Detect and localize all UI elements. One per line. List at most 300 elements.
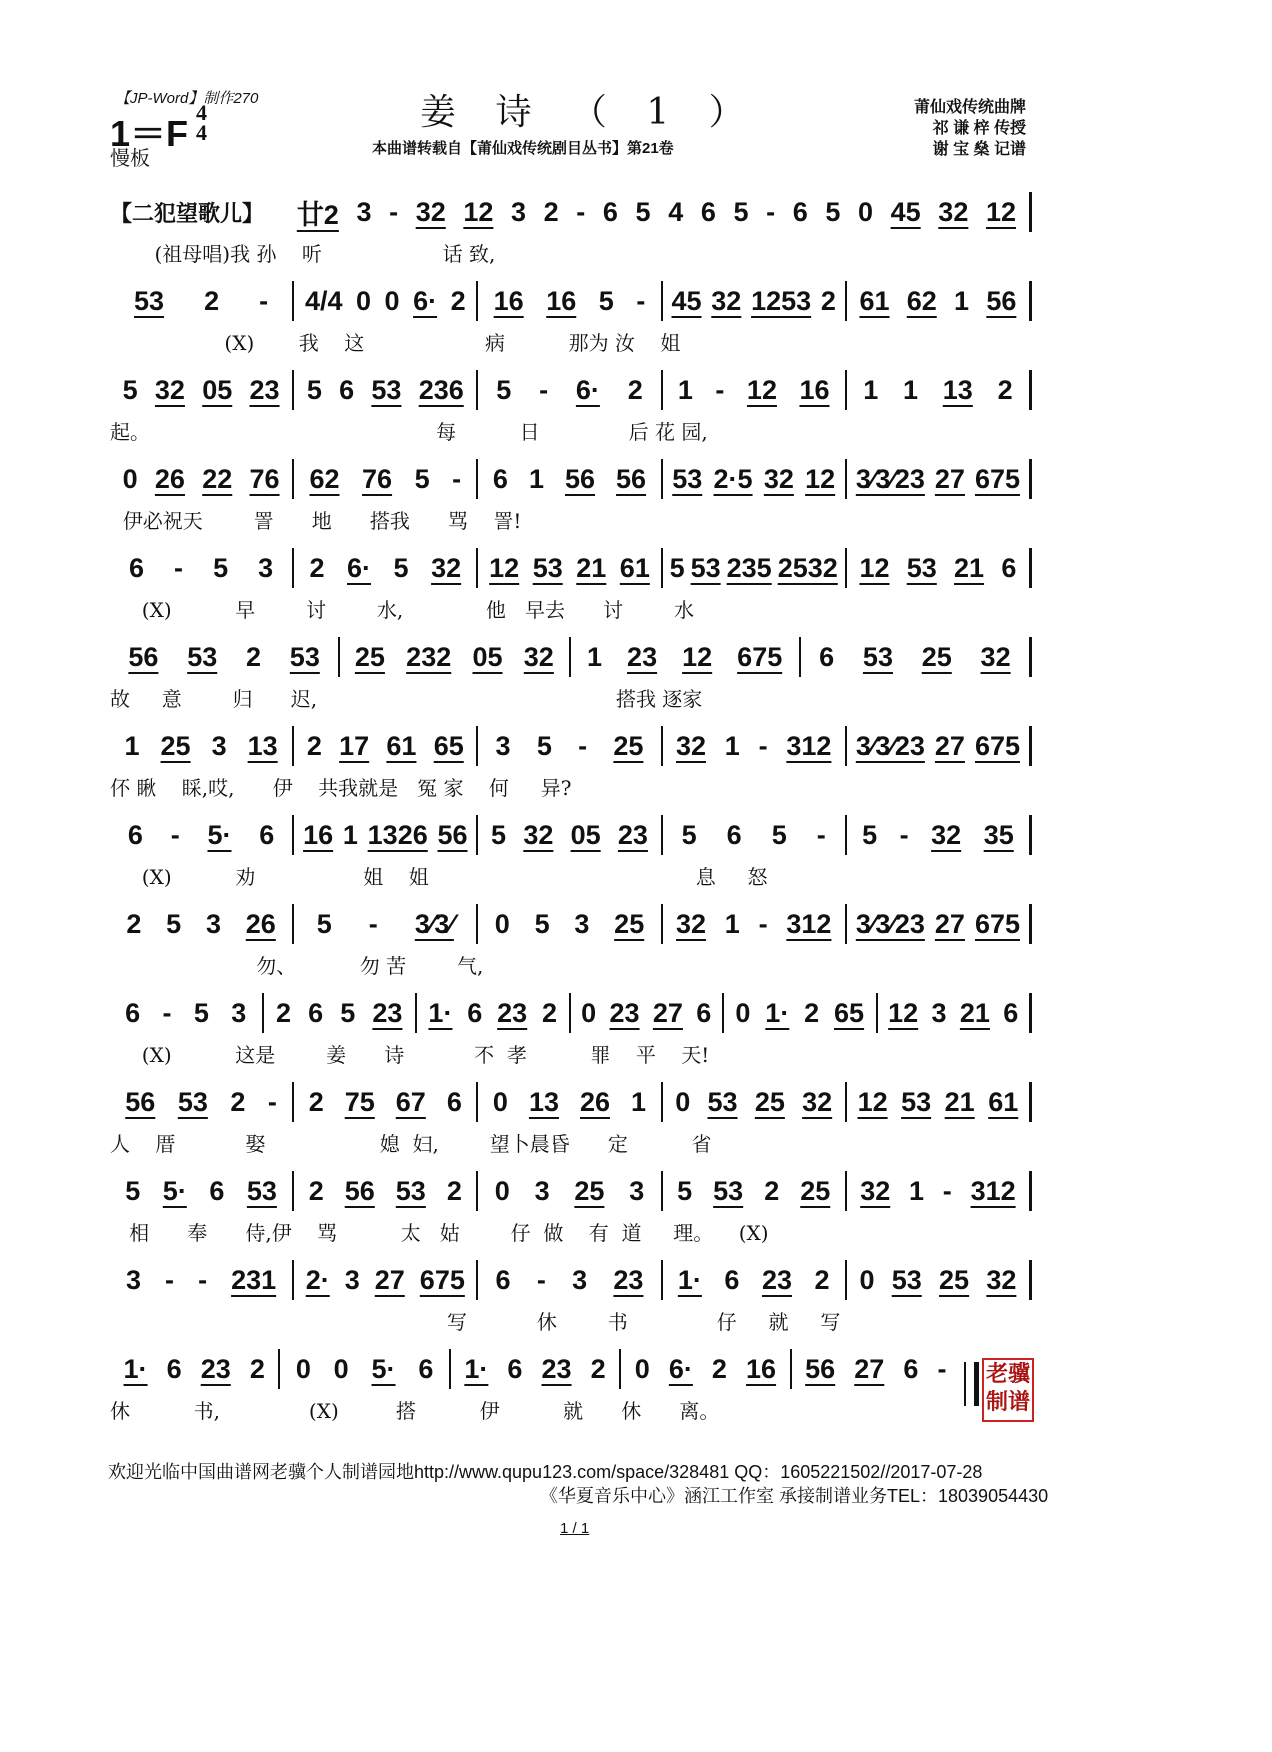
measure (110, 993, 264, 1033)
measure (110, 459, 294, 499)
note-group: 26 (154, 463, 185, 494)
notes-line (110, 813, 1032, 857)
note-group: 27 (934, 908, 965, 939)
note-group: 2·5 (713, 463, 753, 494)
note-group: 5 (414, 463, 430, 494)
measure (571, 993, 725, 1033)
note-group: 32 (523, 641, 554, 672)
note-group: 53 (134, 285, 165, 316)
note-group: 1 (587, 641, 603, 672)
note-group: 6 (1003, 997, 1019, 1028)
note-group: 32 (431, 552, 462, 583)
measure (110, 1082, 294, 1122)
measure (110, 904, 294, 944)
note-group: 21 (944, 1086, 975, 1117)
lyrics-line: (X) 劝 姐 姐 息 怒 (110, 865, 768, 889)
note-group: 23 (541, 1353, 572, 1384)
note-group: 56 (437, 819, 468, 850)
measure (724, 993, 878, 1033)
note-group: 0 (122, 463, 138, 494)
notes-line (110, 724, 1032, 768)
note-group: 25 (354, 641, 385, 672)
note-group: 235 (726, 552, 772, 583)
score-row (110, 1080, 1032, 1169)
note-group: 3⁄3⁄ (414, 908, 454, 939)
note-group: 27 (934, 730, 965, 761)
note-group: 3 (356, 196, 372, 227)
note-group: 6 (507, 1353, 523, 1384)
note-group: 5 (393, 552, 409, 583)
measure (294, 281, 478, 321)
note-group: 6· (575, 374, 600, 405)
note-group: 61 (619, 552, 650, 583)
note-group: 3 (495, 730, 511, 761)
note-group: 2· (305, 1264, 330, 1295)
score-row (110, 1169, 1032, 1258)
note-group: 2 (249, 1353, 265, 1384)
note-group: 6 (209, 1175, 225, 1206)
note-group: - (536, 1264, 546, 1295)
note-group: 3⁄3⁄23 (855, 463, 925, 494)
note-group: 5 (534, 908, 550, 939)
lyrics-line: (X) 我 这 病 那为 汝 姐 (110, 331, 681, 355)
measure (663, 904, 847, 944)
note-group: 2 (306, 730, 322, 761)
note-group: 1· (464, 1353, 489, 1384)
lyrics-line: 起。 每 日 后 花 园, (110, 420, 708, 444)
note-group: 1 (863, 374, 879, 405)
note-group: 23 (497, 997, 528, 1028)
note-group: 1 (124, 730, 140, 761)
note-group: 2 (804, 997, 820, 1028)
lyrics-line: (X) 早 讨 水, 他 早去 讨 水 (110, 598, 695, 622)
page-title: 姜 诗 （ 1 ） (420, 92, 759, 133)
note-group: 17 (339, 730, 370, 761)
note-group: 53 (862, 641, 893, 672)
measure (110, 1260, 294, 1300)
note-group: 53 (371, 374, 402, 405)
final-barline (964, 1362, 979, 1406)
measure (663, 1082, 847, 1122)
lyrics-line: 人 厝 娶 媳 妇, 望卜晨昏 定 省 (110, 1132, 712, 1156)
score-row (110, 279, 1032, 368)
note-group: 5 (125, 1175, 141, 1206)
note-group: 21 (576, 552, 607, 583)
note-group: 35 (983, 819, 1014, 850)
measure (294, 1260, 478, 1300)
note-group: 62 (309, 463, 340, 494)
note-group: 675 (419, 1264, 465, 1295)
measure (110, 815, 294, 855)
measure (663, 459, 847, 499)
note-group: - (165, 1264, 175, 1295)
note-group: 5· (371, 1353, 396, 1384)
note-group: 26 (579, 1086, 611, 1117)
note-group: 53 (690, 552, 721, 583)
lyrics-line: 相 奉 侍,伊 骂 太 姑 仔 做 有 道 理。 (X) (110, 1221, 769, 1245)
note-group: 3 (572, 1264, 588, 1295)
note-group: - (715, 374, 725, 405)
lyrics-line: 写 休 书 仔 就 写 (110, 1310, 841, 1334)
note-group: 25 (800, 1175, 831, 1206)
notes-line (110, 190, 1032, 234)
note-group: 67 (395, 1086, 426, 1117)
note-group: 5· (162, 1175, 187, 1206)
note-group: 5 (669, 552, 685, 583)
notes-line (110, 1169, 1032, 1213)
note-group: 3 (534, 1175, 550, 1206)
note-group: 0 (735, 997, 751, 1028)
attribution-line: 祁 谦 梓 传授 (932, 120, 1026, 137)
note-group: 2 (246, 641, 262, 672)
note-group: 1 (631, 1086, 647, 1117)
note-group: - (578, 730, 588, 761)
note-group: 61 (859, 285, 890, 316)
note-group: 56 (128, 641, 159, 672)
note-group: 32 (675, 908, 707, 939)
note-group: 5 (635, 196, 651, 227)
measure (478, 726, 662, 766)
note-group: 0 (859, 1264, 875, 1295)
note-group: 56 (616, 463, 647, 494)
note-group: 13 (528, 1086, 559, 1117)
note-group: - (758, 730, 768, 761)
measure (294, 726, 478, 766)
note-group: 0 (356, 285, 372, 316)
note-group: 2 (543, 196, 559, 227)
note-group: 5 (496, 374, 512, 405)
note-group: 4/4 (304, 285, 343, 316)
note-group: 16 (493, 285, 524, 316)
note-group: 3 (931, 997, 947, 1028)
note-group: 53 (891, 1264, 922, 1295)
measure (478, 815, 662, 855)
measure (110, 548, 294, 588)
note-group: 6 (819, 641, 835, 672)
note-group: - (937, 1353, 947, 1384)
measure (294, 1082, 478, 1122)
measure (663, 1171, 847, 1211)
measure (417, 993, 571, 1033)
note-group: 45 (671, 285, 702, 316)
measure (280, 1349, 450, 1389)
note-group: 23 (609, 997, 640, 1028)
note-group: 53 (289, 641, 320, 672)
time-signature (196, 100, 207, 145)
note-group: 25 (754, 1086, 785, 1117)
note-group: - (816, 819, 826, 850)
tempo-marking: 慢板 (110, 148, 150, 170)
note-group: 5 (536, 730, 552, 761)
note-group: 675 (974, 908, 1021, 939)
note-group: 12 (859, 552, 890, 583)
note-group: - (766, 196, 776, 227)
note-group: 5 (681, 819, 697, 850)
score (110, 190, 1032, 1436)
note-group: 45 (890, 196, 921, 227)
note-group: 3⁄3⁄23 (855, 908, 925, 939)
score-row (110, 457, 1032, 546)
note-group: 5 (733, 196, 749, 227)
measure (801, 637, 1032, 677)
measure (478, 548, 662, 588)
note-group: 5· (207, 819, 232, 850)
measure (847, 370, 1032, 410)
note-group: 2532 (777, 552, 838, 583)
note-group: 27 (854, 1353, 885, 1384)
note-group: 675 (974, 730, 1021, 761)
note-group: 2 (711, 1353, 727, 1384)
note-group: 6 (125, 997, 141, 1028)
note-group: 13 (247, 730, 278, 761)
note-group: 32 (938, 196, 969, 227)
note-group: 3 (629, 1175, 645, 1206)
note-group: 0 (634, 1353, 650, 1384)
note-group: 2 (450, 285, 466, 316)
notes-line (110, 991, 1032, 1035)
note-group: 53 (177, 1086, 208, 1117)
measure (478, 1082, 662, 1122)
note-group: 12 (682, 641, 713, 672)
note-group: 22 (202, 463, 233, 494)
note-group: 6 (259, 819, 275, 850)
note-group: 23 (627, 641, 658, 672)
notes-line (110, 368, 1032, 412)
measure (294, 1171, 478, 1211)
measure (294, 370, 478, 410)
measure (478, 1260, 662, 1300)
note-group: 53 (187, 641, 218, 672)
note-group: 23 (372, 997, 403, 1028)
note-group: 1· (428, 997, 453, 1028)
note-group: 23 (617, 819, 648, 850)
note-group: 25 (939, 1264, 970, 1295)
note-group: 61 (988, 1086, 1019, 1117)
note-group: 0 (675, 1086, 691, 1117)
note-group: 1 (909, 1175, 925, 1206)
notes-line (110, 1080, 1032, 1124)
note-group: 16 (799, 374, 830, 405)
note-group: 5 (340, 997, 356, 1028)
note-group: 56 (805, 1353, 836, 1384)
note-group: 53 (246, 1175, 277, 1206)
section-label: 【二犯望歌儿】 (110, 200, 265, 226)
note-group: 16 (546, 285, 577, 316)
page-number: 1 / 1 (560, 1520, 590, 1537)
note-group: 2 (276, 997, 292, 1028)
note-group: 3 (511, 196, 527, 227)
note-group: 6 (724, 1264, 740, 1295)
note-group: 12 (888, 997, 919, 1028)
note-group: 21 (959, 997, 990, 1028)
note-group: 6· (413, 285, 438, 316)
lyrics-line: 休 书, (X) 搭 伊 就 休 离。 (110, 1399, 720, 1423)
note-group: 6 (1001, 552, 1017, 583)
note-group: 0 (492, 1086, 508, 1117)
note-group: - (389, 196, 399, 227)
measure (663, 370, 847, 410)
score-row (110, 546, 1032, 635)
measure (847, 815, 1032, 855)
note-group: 23 (200, 1353, 231, 1384)
note-group: - (174, 552, 184, 583)
note-group: 32 (523, 819, 554, 850)
note-group: 5 (306, 374, 322, 405)
note-group: 0 (581, 997, 597, 1028)
note-group: 1 (677, 374, 693, 405)
note-group: 6 (127, 819, 143, 850)
note-group: 1· (677, 1264, 702, 1295)
note-group: 2 (997, 374, 1013, 405)
note-group: 232 (406, 641, 452, 672)
note-group: 3 (258, 552, 274, 583)
measure (478, 1171, 662, 1211)
note-group: 1326 (367, 819, 428, 850)
note-group: 6 (696, 997, 712, 1028)
source-note: 本曲谱转载自【莆仙戏传统剧目丛书】第21卷 (372, 140, 674, 157)
note-group: - (636, 285, 646, 316)
note-group: 12 (805, 463, 836, 494)
note-group: 21 (954, 552, 985, 583)
note-group: 32 (986, 1264, 1017, 1295)
note-group: 26 (245, 908, 276, 939)
note-group: 0 (295, 1353, 311, 1384)
note-group: 0 (333, 1353, 349, 1384)
note-group: 5 (771, 819, 787, 850)
note-group: 2 (230, 1086, 246, 1117)
note-group: 3 (205, 908, 221, 939)
note-group: - (452, 463, 462, 494)
note-group: 05 (202, 374, 233, 405)
note-group: 675 (974, 463, 1021, 494)
score-row (110, 1347, 1032, 1436)
note-group: 12 (489, 552, 520, 583)
note-group: 56 (344, 1175, 375, 1206)
note-group: 53 (713, 1175, 744, 1206)
lyrics-line: (X) 这是 姜 诗 不 孝 罪 平 天! (110, 1043, 710, 1067)
note-group: 56 (125, 1086, 156, 1117)
measure (847, 1082, 1032, 1122)
score-row (110, 991, 1032, 1080)
note-group: 0 (494, 1175, 510, 1206)
note-group: 6 (492, 463, 508, 494)
note-group: 3 (211, 730, 227, 761)
measure (110, 1171, 294, 1211)
score-row (110, 635, 1032, 724)
note-group: 4 (668, 196, 684, 227)
note-group: 25 (614, 908, 645, 939)
note-group: 53 (532, 552, 563, 583)
note-group: 32 (763, 463, 794, 494)
note-group: 1· (123, 1353, 148, 1384)
notes-line (110, 279, 1032, 323)
notes-line (110, 1347, 960, 1391)
note-group: 5 (193, 997, 209, 1028)
note-group: 2 (814, 1264, 830, 1295)
score-row (110, 902, 1032, 991)
measure (478, 459, 662, 499)
score-row (110, 190, 1032, 279)
note-group: 3 (574, 908, 590, 939)
note-group: 1 (342, 819, 358, 850)
measure (110, 281, 294, 321)
note-group: 13 (942, 374, 973, 405)
measure (110, 726, 294, 766)
note-group: 675 (737, 641, 783, 672)
note-group: 3 (126, 1264, 142, 1295)
note-group: 6 (903, 1353, 919, 1384)
note-group: 27 (652, 997, 683, 1028)
measure (284, 192, 1032, 232)
note-group: 6 (166, 1353, 182, 1384)
measure (847, 459, 1032, 499)
note-group: 32 (860, 1175, 891, 1206)
note-group: 23 (249, 374, 280, 405)
note-group: - (576, 196, 586, 227)
measure (878, 993, 1033, 1033)
note-group: 32 (802, 1086, 833, 1117)
time-sig-top: 4 (196, 100, 207, 125)
note-group: 75 (344, 1086, 375, 1117)
notes-line (110, 1258, 1032, 1302)
lyrics-line: 伓 瞅 睬,哎, 伊 共我就是 冤 家 何 异? (110, 776, 572, 800)
note-group: 2 (820, 285, 836, 316)
note-group: 1253 (751, 285, 812, 316)
credit-text: 【JP-Word】制作270 (115, 90, 259, 107)
note-group: 312 (786, 908, 832, 939)
measure (847, 726, 1032, 766)
note-group: 12 (746, 374, 777, 405)
note-group: 2 (590, 1353, 606, 1384)
attribution (880, 97, 1026, 160)
note-group: 61 (386, 730, 417, 761)
note-group: 05 (472, 641, 503, 672)
note-group: 廿2 (296, 199, 339, 230)
note-group: 2 (309, 552, 325, 583)
note-group: 53 (395, 1175, 426, 1206)
measure (663, 815, 847, 855)
note-group: 1 (724, 730, 740, 761)
measure (847, 548, 1032, 588)
measure (621, 1349, 791, 1389)
measure (847, 1171, 1032, 1211)
note-group: 27 (374, 1264, 405, 1295)
note-group: 12 (857, 1086, 888, 1117)
lyrics-line: 伊必祝天 詈 地 搭我 骂 詈! (110, 509, 522, 533)
note-group: 6· (668, 1353, 693, 1384)
note-group: 5 (677, 1175, 693, 1206)
note-group: - (942, 1175, 952, 1206)
seal-stamp: 老骥 制谱 (982, 1358, 1034, 1422)
note-group: 53 (901, 1086, 932, 1117)
note-group: 6 (418, 1353, 434, 1384)
note-group: 0 (494, 908, 510, 939)
measure (294, 815, 478, 855)
note-group: 2 (204, 285, 220, 316)
note-group: 56 (986, 285, 1017, 316)
attribution-line: 莆仙戏传统曲牌 (913, 99, 1026, 116)
note-group: - (162, 997, 172, 1028)
measure (847, 904, 1032, 944)
measure (847, 1260, 1032, 1300)
notes-line (110, 635, 1032, 679)
note-group: 5 (825, 196, 841, 227)
note-group: 231 (231, 1264, 277, 1295)
note-group: 32 (675, 730, 707, 761)
measure (663, 1260, 847, 1300)
note-group: 6 (792, 196, 808, 227)
note-group: 12 (985, 196, 1016, 227)
